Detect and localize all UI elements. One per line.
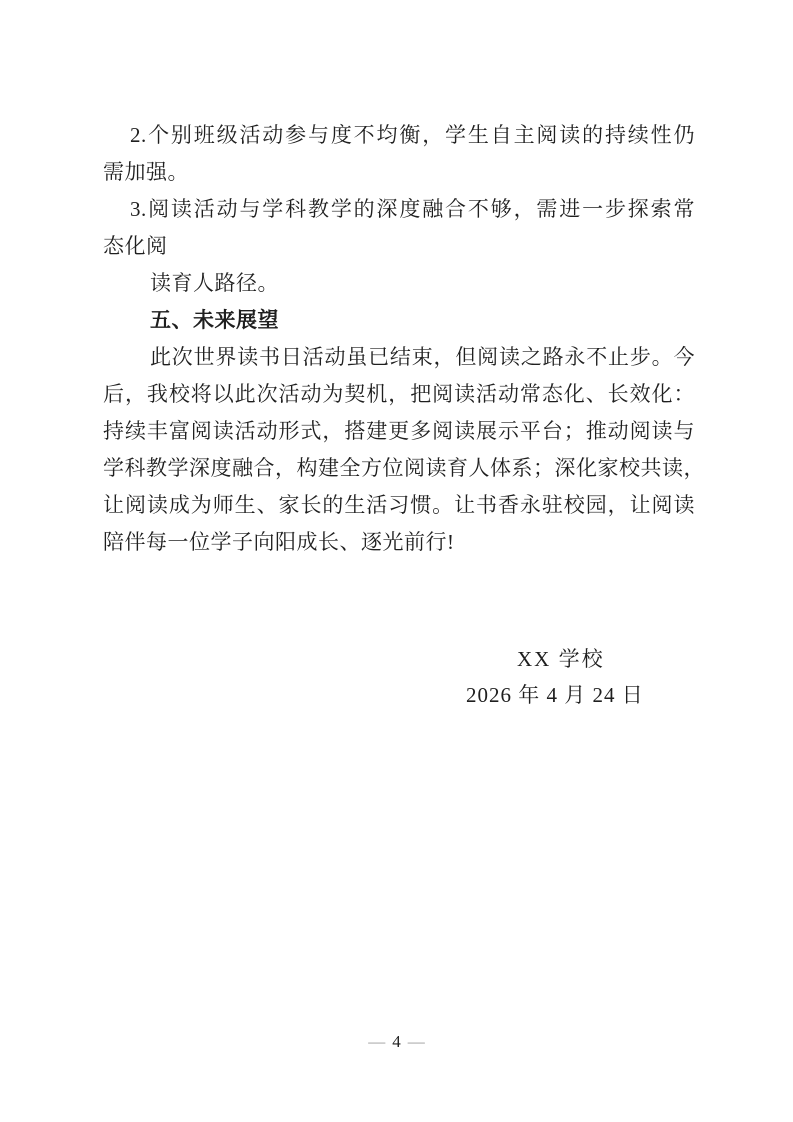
page-number: 4 xyxy=(392,1032,401,1051)
body-line-11: 让阅读成为师生、家长的生活习惯。让书香永驻校园，让阅读 xyxy=(103,493,695,517)
footer-dash-right: — xyxy=(407,1032,425,1051)
body-line-1: 2.个别班级活动参与度不均衡，学生自主阅读的持续性仍 xyxy=(130,123,695,147)
page-footer xyxy=(0,1031,793,1053)
body-line-10: 学科教学深度融合，构建全方位阅读育人体系；深化家校共读， xyxy=(103,456,705,480)
footer-dash-left: — xyxy=(368,1032,386,1051)
body-line-8: 后，我校将以此次活动为契机，把阅读活动常态化、长效化： xyxy=(103,382,695,406)
signature-date: 2026 年 4 月 24 日 xyxy=(466,683,644,707)
body-line-5: 读育人路径。 xyxy=(150,271,279,295)
body-line-12: 陪伴每一位学子向阳成长、逐光前行! xyxy=(103,530,455,554)
body-line-2: 需加强。 xyxy=(103,160,189,184)
body-line-9: 持续丰富阅读活动形式，搭建更多阅读展示平台；推动阅读与 xyxy=(103,419,695,443)
document-body xyxy=(103,117,705,561)
body-line-4: 态化阅 xyxy=(103,234,168,258)
section-heading: 五、未来展望 xyxy=(150,308,279,332)
body-line-7: 此次世界读书日活动虽已结束，但阅读之路永不止步。今 xyxy=(150,345,695,369)
body-line-3: 3.阅读活动与学科教学的深度融合不够，需进一步探索常 xyxy=(130,197,695,221)
signature-school: XX 学校 xyxy=(517,647,605,671)
